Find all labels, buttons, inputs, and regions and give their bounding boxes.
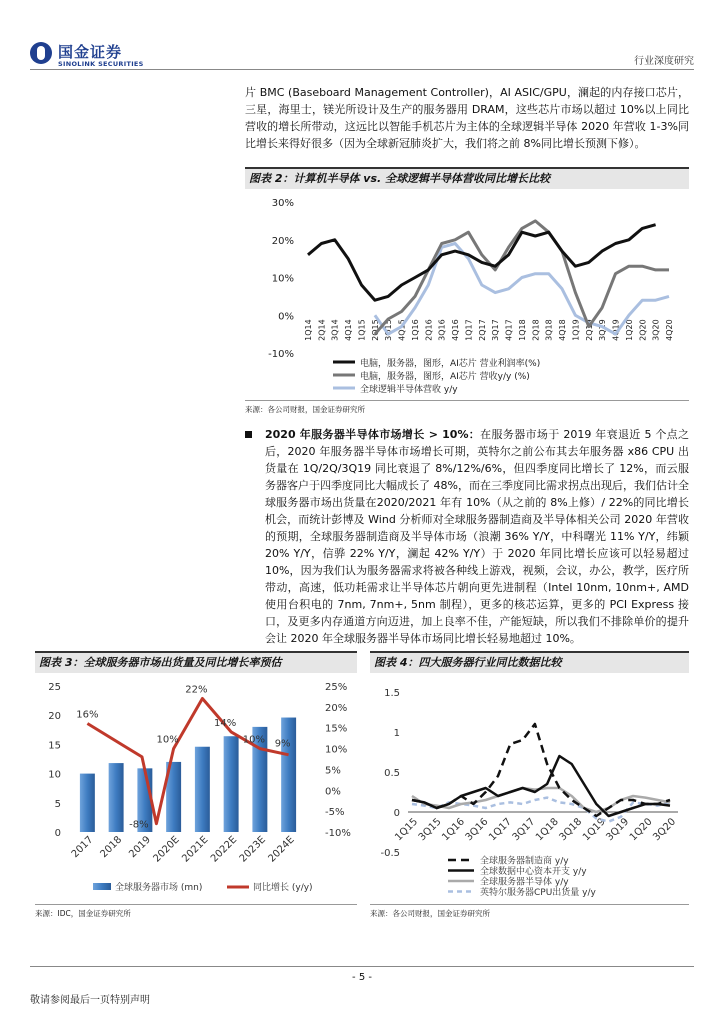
fig3-data-label: 9% xyxy=(274,738,291,750)
logo-icon xyxy=(30,42,52,64)
fig4-xtick-label: 1Q17 xyxy=(487,816,514,844)
fig3-y2tick-label: 0% xyxy=(325,786,341,798)
fig2-legend-label: 电脑，服务器，图形，AI芯片 营收y/y (%) xyxy=(360,372,530,382)
fig2-legend-label: 电脑，服务器，图形，AI芯片 营业利润率(%) xyxy=(360,359,541,369)
fig4-legend-label: 全球服务器半导体 y/y xyxy=(480,877,569,888)
fig4-ytick-label: -0.5 xyxy=(380,848,400,859)
fig3-xtick-label: 2019 xyxy=(127,834,153,861)
fig2-xtick-label: 2Q15 xyxy=(370,319,380,341)
fig3-data-label: 14% xyxy=(214,717,237,729)
fig3-data-label: 16% xyxy=(76,709,99,721)
fig2-xtick-label: 2Q20 xyxy=(638,319,648,341)
fig4-xtick-label: 3Q15 xyxy=(416,816,444,844)
fig3-legend-bar-label: 全球服务器市场 (mn) xyxy=(115,883,203,893)
fig2-title: 图表 2：计算机半导体 vs. 全球逻辑半导体营收同比增长比较 xyxy=(245,167,689,189)
fig4-legend-label: 全球服务器制造商 y/y xyxy=(480,856,569,867)
fig2-xtick-label: 4Q19 xyxy=(611,319,621,341)
fig2-xtick-label: 4Q18 xyxy=(558,319,568,341)
fig2-xtick-label: 2Q17 xyxy=(477,319,487,341)
fig3-xtick-label: 2024E xyxy=(266,834,297,865)
fig2-xtick-label: 4Q16 xyxy=(451,319,461,341)
footer-divider xyxy=(30,966,694,967)
fig3-xtick-label: 2018 xyxy=(98,834,125,861)
report-type: 行业深度研究 xyxy=(634,56,694,67)
footer-disclaimer: 敬请参阅最后一页特别声明 xyxy=(30,995,150,1006)
fig2-bottom-rule xyxy=(245,400,689,401)
fig2-ytick-label: 20% xyxy=(271,235,294,247)
fig3-xtick-label: 2023E xyxy=(237,834,268,865)
fig2-xtick-label: 4Q14 xyxy=(344,319,354,341)
fig3-y2tick-label: 10% xyxy=(325,744,348,756)
fig3-ytick-label: 0 xyxy=(54,828,61,839)
fig4-legend-label: 英特尔服务器CPU出货量 y/y xyxy=(480,888,596,898)
fig2-xtick-label: 3Q17 xyxy=(491,319,501,341)
fig2-xtick-label: 2Q19 xyxy=(584,319,594,341)
fig4-xtick-label: 3Q20 xyxy=(651,816,679,844)
fig2-ytick-label: 30% xyxy=(271,198,294,209)
fig4-xtick-label: 1Q20 xyxy=(627,816,655,844)
fig3-ytick-label: 20 xyxy=(48,711,61,723)
fig3-bar xyxy=(80,774,95,832)
fig2-xtick-label: 3Q14 xyxy=(330,319,340,341)
fig2-xtick-label: 1Q20 xyxy=(624,319,634,341)
fig3-xtick-label: 2022E xyxy=(208,834,240,865)
fig3-chart xyxy=(35,674,357,902)
fig3-xtick-label: 2021E xyxy=(180,834,211,865)
fig2-xtick-label: 2Q18 xyxy=(531,319,541,341)
fig3-ytick-label: 5 xyxy=(54,798,61,810)
fig3-xtick-label: 2020E xyxy=(151,834,182,865)
fig3-legend-bar-swatch xyxy=(93,883,111,890)
para2-body: 在服务器市场于 2019 年衰退近 5 个点之后，2020 年服务器半导体市场增长可期，英特尔之前公布其去年服务器 x86 CPU 出货量在 1Q/2Q/3Q19 同比衰退了 8%/12%/6%，但四季度同比增长了 12%，而云服务器客户于四季度同比大幅成长了 48%，而在三季度同比需求拐点出现后，我们估计全球服务器市场出货量在2020/2021 年有 10%（从之前的 8%上修）/ 22%的同比增长机会，而统计彭博及 Wind 分析师对全球服务器制造商及半导体相关公司 2020 年营收的预期，全球服务器制造商及半导体市场（浪潮 36% Y/Y，中科曙光 11% Y/Y，纬颖 20% Y/Y，信骅 22% Y/Y，澜起 42% Y/Y）于 2020 年同比增长应该可以轻易超过 10%，因为我们认为服务器需求将被各种线上游戏，视频，会议，办公，教学，医疗所带动，高速，低功耗需求让半导体芯片朝向更先进制程（Intel 10nm, 10nm+, AMD 使用台积电的 7nm, 7nm+, 5nm 制程），更多的核芯运算，更多的 PCI Express 接口，及更多内存通道方向迈进，加上良率不佳，产能短缺，所以我们不排除单价的提升会让 2020 年全球服务器半导体市场同比增长轻易地超过 10%。 xyxy=(265,428,690,645)
fig2-xtick-label: 2Q16 xyxy=(424,319,434,341)
fig4-xtick-label: 3Q16 xyxy=(463,816,491,844)
fig3-y2tick-label: -5% xyxy=(325,807,345,819)
fig3-y2tick-label: 5% xyxy=(325,765,341,777)
fig3-data-label: 22% xyxy=(185,684,208,696)
fig4-ytick-label: 1 xyxy=(393,728,400,739)
fig2-legend-label: 全球逻辑半导体营收 y/y xyxy=(360,385,458,395)
fig3-bar xyxy=(281,718,296,832)
fig2-xtick-label: 4Q17 xyxy=(504,319,514,341)
fig4-xtick-label: 1Q16 xyxy=(440,816,468,844)
fig3-data-label: 10% xyxy=(156,734,179,746)
page-number: - 5 - xyxy=(352,972,372,983)
fig2-xtick-label: 3Q16 xyxy=(437,319,447,341)
fig3-bar xyxy=(195,747,210,832)
fig3-legend-line-label: 同比增长 (y/y) xyxy=(253,883,313,893)
fig2-xtick-label: 1Q16 xyxy=(410,319,420,341)
fig2-xtick-label: 3Q15 xyxy=(384,319,394,341)
fig4-xtick-label: 3Q19 xyxy=(604,816,632,844)
fig2-ytick-label: -10% xyxy=(268,349,294,360)
fig4-ytick-label: 0 xyxy=(393,808,400,819)
fig2-xtick-label: 1Q14 xyxy=(304,319,313,341)
header-divider xyxy=(30,69,694,70)
fig2-xtick-label: 3Q18 xyxy=(544,319,554,341)
fig4-xtick-label: 1Q19 xyxy=(580,816,608,844)
fig3-data-label: -8% xyxy=(129,819,149,831)
fig3-bar xyxy=(224,736,239,832)
fig4-xtick-label: 3Q17 xyxy=(510,816,538,844)
fig3-ytick-label: 10 xyxy=(48,769,61,781)
logo-cn: 国金证券 xyxy=(58,43,123,61)
bullet-square xyxy=(245,431,252,438)
fig4-bottom-rule xyxy=(370,904,689,905)
para2-lead: 2020 年服务器半导体市场增长 > 10%： xyxy=(265,428,481,441)
fig3-bottom-rule xyxy=(35,904,357,905)
fig2-chart xyxy=(245,190,689,400)
fig2-xtick-label: 1Q15 xyxy=(357,319,367,341)
fig2-xtick-label: 3Q19 xyxy=(598,319,608,341)
server-semi-paragraph xyxy=(265,426,689,647)
fig2-xtick-label: 1Q18 xyxy=(517,319,527,341)
fig4-xtick-label: 1Q15 xyxy=(393,816,421,844)
fig2-ytick-label: 0% xyxy=(278,311,294,323)
fig2-xtick-label: 1Q17 xyxy=(464,319,474,341)
fig3-source: 来源：IDC，国金证券研究所 xyxy=(35,909,131,918)
fig4-ytick-label: 1.5 xyxy=(384,688,400,699)
fig3-y2tick-label: 20% xyxy=(325,702,348,714)
fig3-y2tick-label: 25% xyxy=(325,682,348,693)
fig2-xtick-label: 4Q15 xyxy=(397,319,407,341)
fig2-xtick-label: 2Q14 xyxy=(317,319,327,341)
fig3-bar xyxy=(109,763,124,832)
fig3-y2tick-label: 15% xyxy=(325,723,348,735)
fig3-ytick-label: 15 xyxy=(48,740,61,752)
fig4-xtick-label: 1Q18 xyxy=(534,816,561,844)
fig4-chart xyxy=(370,674,689,902)
fig4-title: 图表 4：四大服务器行业同比数据比较 xyxy=(370,651,689,673)
fig4-series-line xyxy=(412,724,670,816)
fig3-ytick-label: 25 xyxy=(48,682,61,693)
fig3-y2tick-label: -10% xyxy=(325,828,351,839)
fig2-ytick-label: 10% xyxy=(271,273,294,285)
intro-paragraph: 片 BMC (Baseboard Management Controller)，AI ASIC/GPU，澜起的内存接口芯片，三星，海里士，镁光所设计及生产的服务器用 DRAM，这些芯片市场以超过 10%以上同比营收的增长所带动，这远比以智能手机芯片为主体的全球逻辑半导体 2020 年营收 1-3%同比增长来得好很多（因为全球新冠肺炎扩大，我们将之前 8%同比增长预测下修）。 xyxy=(245,86,689,150)
fig4-ytick-label: 0.5 xyxy=(384,768,400,779)
fig4-source: 来源：各公司财报，国金证券研究所 xyxy=(370,909,490,918)
fig3-xtick-label: 2017 xyxy=(69,834,96,861)
fig3-data-label: 10% xyxy=(242,734,265,746)
fig4-xtick-label: 3Q18 xyxy=(557,816,585,844)
fig4-legend-label: 全球数据中心资本开支 y/y xyxy=(480,867,587,877)
fig2-xtick-label: 4Q20 xyxy=(665,319,674,341)
logo-en: SINOLINK SECURITIES xyxy=(58,60,144,68)
fig2-xtick-label: 3Q20 xyxy=(651,319,661,341)
fig2-series-line xyxy=(308,225,656,301)
fig2-xtick-label: 1Q19 xyxy=(571,319,581,341)
fig3-title: 图表 3：全球服务器市场出货量及同比增长率预估 xyxy=(35,651,357,673)
fig2-source: 来源：各公司财报，国金证券研究所 xyxy=(245,405,365,414)
